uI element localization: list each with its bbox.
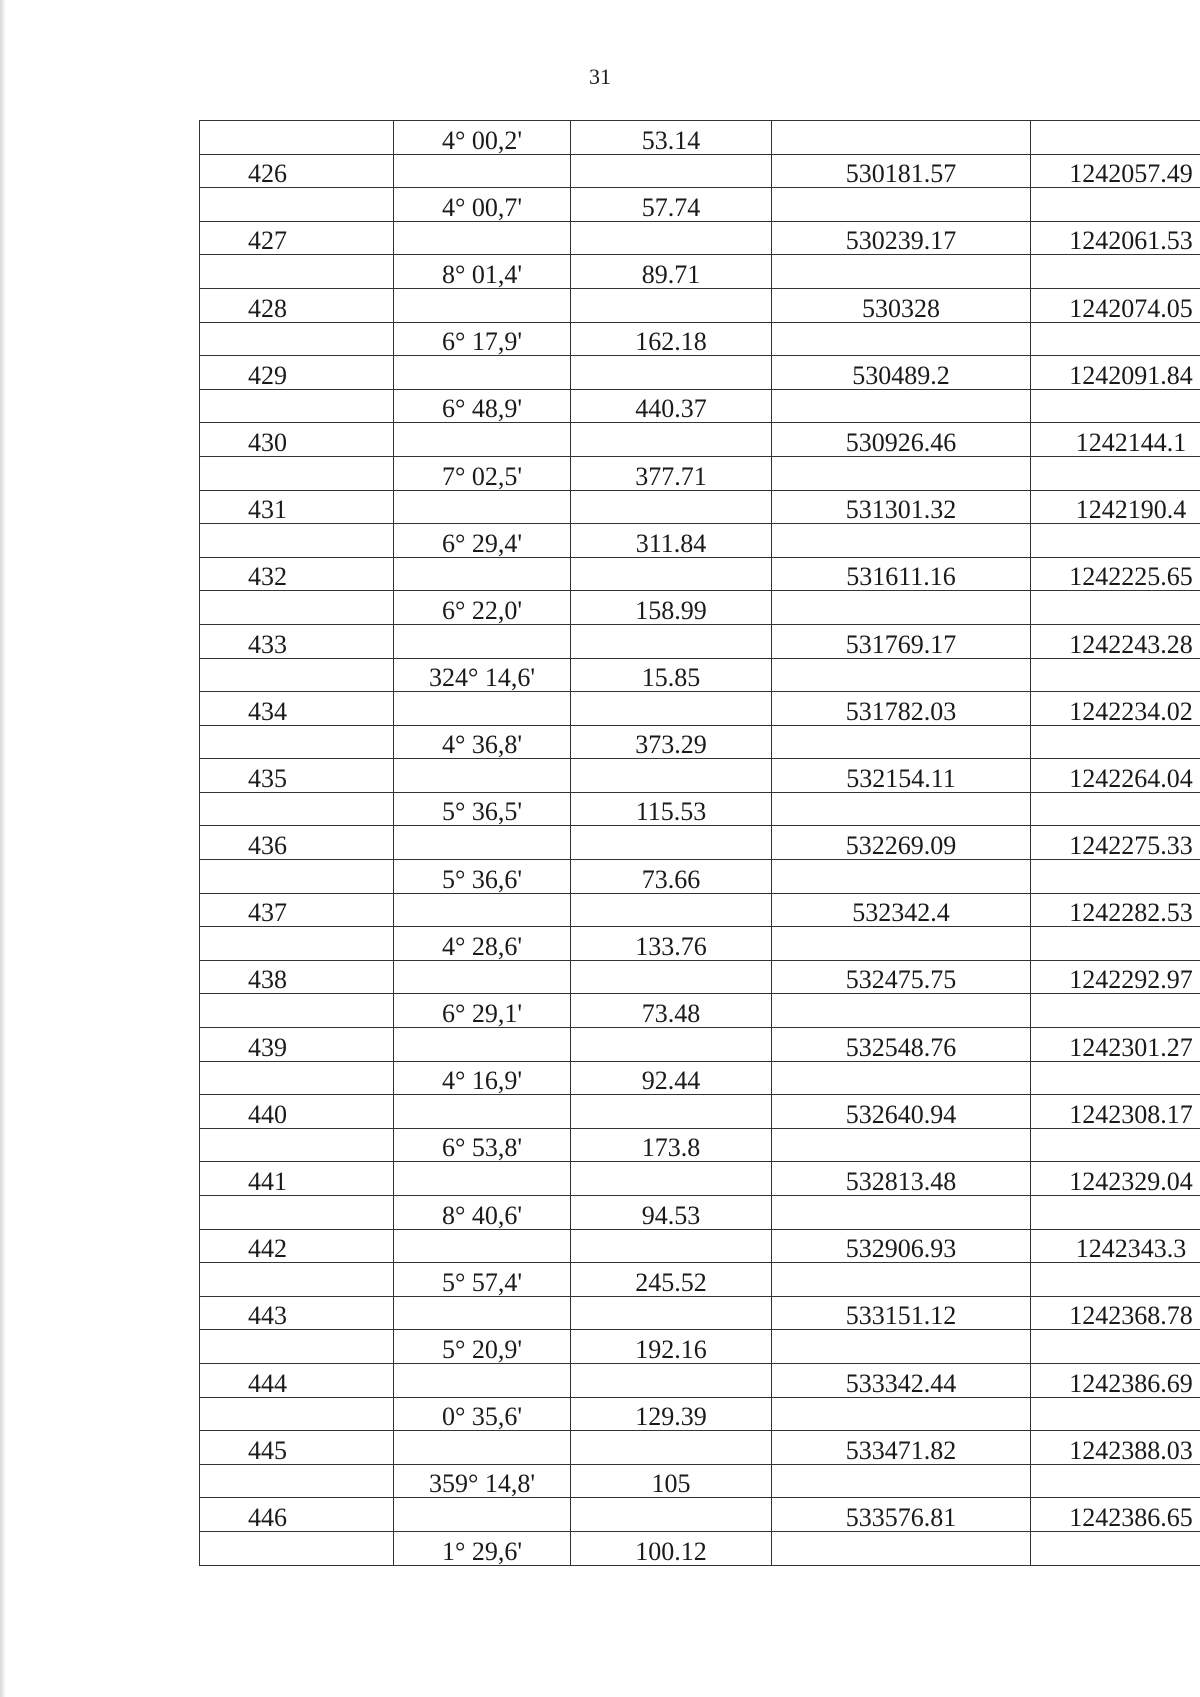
cell-coordinate-y bbox=[1031, 1330, 1200, 1364]
cell-direction-angle bbox=[394, 1095, 571, 1129]
cell-point-number bbox=[200, 255, 394, 289]
cell-coordinate-x: 532269.09 bbox=[772, 826, 1031, 860]
cell-direction-angle bbox=[394, 557, 571, 591]
cell-direction-angle: 7° 02,5' bbox=[394, 456, 571, 490]
cell-direction-angle: 324° 14,6' bbox=[394, 658, 571, 692]
cell-coordinate-x bbox=[772, 524, 1031, 558]
table-row bbox=[200, 658, 1200, 692]
table-row bbox=[200, 1464, 1200, 1498]
cell-coordinate-y bbox=[1031, 1531, 1200, 1565]
cell-point-number: 433 bbox=[200, 624, 394, 658]
cell-direction-angle: 8° 40,6' bbox=[394, 1196, 571, 1230]
cell-distance bbox=[571, 692, 772, 726]
cell-distance bbox=[571, 960, 772, 994]
cell-point-number: 443 bbox=[200, 1296, 394, 1330]
cell-distance: 173.8 bbox=[571, 1128, 772, 1162]
cell-distance bbox=[571, 1431, 772, 1465]
cell-coordinate-x: 530181.57 bbox=[772, 154, 1031, 188]
cell-coordinate-y bbox=[1031, 725, 1200, 759]
table-row bbox=[200, 994, 1200, 1028]
table-row bbox=[200, 692, 1200, 726]
table-row bbox=[200, 1363, 1200, 1397]
scan-edge-shadow bbox=[0, 0, 6, 1697]
cell-point-number bbox=[200, 1397, 394, 1431]
cell-point-number bbox=[200, 188, 394, 222]
cell-coordinate-x bbox=[772, 994, 1031, 1028]
cell-distance: 373.29 bbox=[571, 725, 772, 759]
cell-direction-angle: 0° 35,6' bbox=[394, 1397, 571, 1431]
cell-coordinate-x: 531782.03 bbox=[772, 692, 1031, 726]
cell-direction-angle: 359° 14,8' bbox=[394, 1464, 571, 1498]
cell-point-number: 440 bbox=[200, 1095, 394, 1129]
cell-direction-angle bbox=[394, 893, 571, 927]
table-row bbox=[200, 1296, 1200, 1330]
cell-coordinate-x: 533471.82 bbox=[772, 1431, 1031, 1465]
cell-coordinate-y bbox=[1031, 121, 1200, 155]
cell-direction-angle bbox=[394, 692, 571, 726]
cell-coordinate-y: 1242292.97 bbox=[1031, 960, 1200, 994]
cell-coordinate-y bbox=[1031, 1061, 1200, 1095]
table-row bbox=[200, 927, 1200, 961]
cell-point-number bbox=[200, 1330, 394, 1364]
table-row bbox=[200, 456, 1200, 490]
cell-coordinate-x: 532475.75 bbox=[772, 960, 1031, 994]
table-row bbox=[200, 1061, 1200, 1095]
table-row bbox=[200, 860, 1200, 894]
cell-coordinate-y: 1242074.05 bbox=[1031, 288, 1200, 322]
cell-direction-angle: 5° 36,5' bbox=[394, 792, 571, 826]
table-row bbox=[200, 1162, 1200, 1196]
cell-coordinate-y bbox=[1031, 322, 1200, 356]
cell-direction-angle: 5° 57,4' bbox=[394, 1263, 571, 1297]
cell-coordinate-y: 1242061.53 bbox=[1031, 221, 1200, 255]
table-row bbox=[200, 154, 1200, 188]
cell-coordinate-x: 533151.12 bbox=[772, 1296, 1031, 1330]
cell-distance bbox=[571, 1229, 772, 1263]
table-row bbox=[200, 524, 1200, 558]
cell-point-number: 430 bbox=[200, 423, 394, 457]
table-row bbox=[200, 591, 1200, 625]
cell-distance bbox=[571, 288, 772, 322]
cell-coordinate-y bbox=[1031, 524, 1200, 558]
table-row bbox=[200, 792, 1200, 826]
cell-point-number: 442 bbox=[200, 1229, 394, 1263]
cell-distance: 133.76 bbox=[571, 927, 772, 961]
cell-coordinate-x: 532154.11 bbox=[772, 759, 1031, 793]
cell-direction-angle: 1° 29,6' bbox=[394, 1531, 571, 1565]
cell-coordinate-y bbox=[1031, 1128, 1200, 1162]
table-row bbox=[200, 356, 1200, 390]
cell-point-number bbox=[200, 792, 394, 826]
cell-distance: 162.18 bbox=[571, 322, 772, 356]
table-row bbox=[200, 893, 1200, 927]
table-row bbox=[200, 624, 1200, 658]
cell-distance: 311.84 bbox=[571, 524, 772, 558]
cell-direction-angle: 8° 01,4' bbox=[394, 255, 571, 289]
cell-distance bbox=[571, 1296, 772, 1330]
cell-coordinate-x bbox=[772, 1196, 1031, 1230]
table-row bbox=[200, 1128, 1200, 1162]
cell-direction-angle: 6° 22,0' bbox=[394, 591, 571, 625]
cell-coordinate-x bbox=[772, 188, 1031, 222]
cell-coordinate-y bbox=[1031, 792, 1200, 826]
cell-point-number: 445 bbox=[200, 1431, 394, 1465]
table-row bbox=[200, 1028, 1200, 1062]
table-row bbox=[200, 557, 1200, 591]
cell-direction-angle: 6° 53,8' bbox=[394, 1128, 571, 1162]
cell-coordinate-x bbox=[772, 860, 1031, 894]
cell-distance: 440.37 bbox=[571, 389, 772, 423]
cell-direction-angle bbox=[394, 826, 571, 860]
cell-coordinate-y: 1242282.53 bbox=[1031, 893, 1200, 927]
table-row bbox=[200, 255, 1200, 289]
cell-point-number bbox=[200, 658, 394, 692]
cell-point-number: 438 bbox=[200, 960, 394, 994]
cell-distance: 73.66 bbox=[571, 860, 772, 894]
cell-coordinate-x: 533576.81 bbox=[772, 1498, 1031, 1532]
cell-direction-angle bbox=[394, 288, 571, 322]
cell-coordinate-y: 1242301.27 bbox=[1031, 1028, 1200, 1062]
cell-point-number bbox=[200, 1263, 394, 1297]
cell-point-number: 435 bbox=[200, 759, 394, 793]
cell-direction-angle bbox=[394, 356, 571, 390]
cell-coordinate-y bbox=[1031, 1263, 1200, 1297]
cell-point-number bbox=[200, 591, 394, 625]
cell-coordinate-x: 532342.4 bbox=[772, 893, 1031, 927]
cell-distance bbox=[571, 624, 772, 658]
cell-coordinate-x bbox=[772, 322, 1031, 356]
cell-point-number: 432 bbox=[200, 557, 394, 591]
cell-distance bbox=[571, 490, 772, 524]
cell-direction-angle: 6° 29,1' bbox=[394, 994, 571, 1028]
cell-coordinate-x: 533342.44 bbox=[772, 1363, 1031, 1397]
cell-direction-angle bbox=[394, 490, 571, 524]
cell-direction-angle: 4° 28,6' bbox=[394, 927, 571, 961]
cell-coordinate-x bbox=[772, 255, 1031, 289]
cell-point-number: 441 bbox=[200, 1162, 394, 1196]
cell-coordinate-y bbox=[1031, 1397, 1200, 1431]
cell-coordinate-y: 1242368.78 bbox=[1031, 1296, 1200, 1330]
cell-distance bbox=[571, 423, 772, 457]
cell-distance bbox=[571, 154, 772, 188]
cell-coordinate-y bbox=[1031, 255, 1200, 289]
cell-direction-angle bbox=[394, 1028, 571, 1062]
cell-coordinate-y: 1242190.4 bbox=[1031, 490, 1200, 524]
cell-coordinate-y: 1242144.1 bbox=[1031, 423, 1200, 457]
cell-coordinate-x bbox=[772, 1128, 1031, 1162]
cell-coordinate-y: 1242057.49 bbox=[1031, 154, 1200, 188]
cell-coordinate-y: 1242329.04 bbox=[1031, 1162, 1200, 1196]
cell-direction-angle: 4° 00,7' bbox=[394, 188, 571, 222]
cell-direction-angle bbox=[394, 1431, 571, 1465]
cell-point-number bbox=[200, 322, 394, 356]
table-row bbox=[200, 826, 1200, 860]
cell-point-number: 426 bbox=[200, 154, 394, 188]
table-row bbox=[200, 423, 1200, 457]
cell-distance: 57.74 bbox=[571, 188, 772, 222]
cell-coordinate-y: 1242225.65 bbox=[1031, 557, 1200, 591]
cell-distance bbox=[571, 1162, 772, 1196]
cell-coordinate-x: 531769.17 bbox=[772, 624, 1031, 658]
table-row bbox=[200, 221, 1200, 255]
cell-coordinate-y bbox=[1031, 860, 1200, 894]
cell-distance: 89.71 bbox=[571, 255, 772, 289]
cell-distance bbox=[571, 759, 772, 793]
cell-distance: 15.85 bbox=[571, 658, 772, 692]
cell-coordinate-x bbox=[772, 1330, 1031, 1364]
cell-coordinate-x: 531611.16 bbox=[772, 557, 1031, 591]
cell-point-number bbox=[200, 524, 394, 558]
cell-coordinate-x: 532906.93 bbox=[772, 1229, 1031, 1263]
cell-coordinate-y: 1242264.04 bbox=[1031, 759, 1200, 793]
cell-coordinate-x bbox=[772, 792, 1031, 826]
cell-direction-angle bbox=[394, 960, 571, 994]
coordinates-table bbox=[199, 120, 1200, 1566]
cell-coordinate-y: 1242388.03 bbox=[1031, 1431, 1200, 1465]
cell-distance: 53.14 bbox=[571, 121, 772, 155]
cell-coordinate-y bbox=[1031, 591, 1200, 625]
cell-direction-angle bbox=[394, 423, 571, 457]
table-row bbox=[200, 288, 1200, 322]
cell-point-number: 427 bbox=[200, 221, 394, 255]
table-row bbox=[200, 1330, 1200, 1364]
cell-direction-angle: 6° 48,9' bbox=[394, 389, 571, 423]
cell-coordinate-x: 530489.2 bbox=[772, 356, 1031, 390]
cell-point-number bbox=[200, 389, 394, 423]
cell-distance: 129.39 bbox=[571, 1397, 772, 1431]
cell-direction-angle: 6° 29,4' bbox=[394, 524, 571, 558]
cell-coordinate-x bbox=[772, 1464, 1031, 1498]
cell-coordinate-x bbox=[772, 1263, 1031, 1297]
cell-direction-angle: 4° 16,9' bbox=[394, 1061, 571, 1095]
cell-direction-angle bbox=[394, 624, 571, 658]
cell-distance: 94.53 bbox=[571, 1196, 772, 1230]
cell-coordinate-y: 1242343.3 bbox=[1031, 1229, 1200, 1263]
cell-coordinate-y bbox=[1031, 994, 1200, 1028]
cell-direction-angle bbox=[394, 1498, 571, 1532]
cell-distance: 192.16 bbox=[571, 1330, 772, 1364]
cell-direction-angle bbox=[394, 1229, 571, 1263]
table-row bbox=[200, 1229, 1200, 1263]
cell-distance bbox=[571, 221, 772, 255]
cell-distance: 158.99 bbox=[571, 591, 772, 625]
cell-point-number bbox=[200, 1128, 394, 1162]
cell-direction-angle: 5° 36,6' bbox=[394, 860, 571, 894]
cell-point-number bbox=[200, 121, 394, 155]
table-row bbox=[200, 1263, 1200, 1297]
cell-distance bbox=[571, 893, 772, 927]
cell-coordinate-x: 530328 bbox=[772, 288, 1031, 322]
table-row bbox=[200, 725, 1200, 759]
table-row bbox=[200, 1196, 1200, 1230]
cell-coordinate-y bbox=[1031, 456, 1200, 490]
cell-coordinate-x bbox=[772, 725, 1031, 759]
cell-distance bbox=[571, 1028, 772, 1062]
cell-point-number bbox=[200, 1531, 394, 1565]
cell-coordinate-x bbox=[772, 389, 1031, 423]
coordinates-table-body bbox=[200, 121, 1200, 1566]
cell-coordinate-y bbox=[1031, 658, 1200, 692]
cell-point-number: 428 bbox=[200, 288, 394, 322]
cell-point-number bbox=[200, 860, 394, 894]
cell-coordinate-y: 1242234.02 bbox=[1031, 692, 1200, 726]
cell-point-number bbox=[200, 1061, 394, 1095]
table-row bbox=[200, 960, 1200, 994]
table-row bbox=[200, 759, 1200, 793]
cell-distance bbox=[571, 1095, 772, 1129]
cell-coordinate-x: 532813.48 bbox=[772, 1162, 1031, 1196]
cell-coordinate-y: 1242386.69 bbox=[1031, 1363, 1200, 1397]
cell-point-number: 446 bbox=[200, 1498, 394, 1532]
cell-distance bbox=[571, 826, 772, 860]
cell-point-number bbox=[200, 725, 394, 759]
table-row bbox=[200, 188, 1200, 222]
cell-point-number: 429 bbox=[200, 356, 394, 390]
cell-distance bbox=[571, 1498, 772, 1532]
cell-direction-angle bbox=[394, 221, 571, 255]
cell-coordinate-x bbox=[772, 121, 1031, 155]
cell-distance bbox=[571, 1363, 772, 1397]
cell-coordinate-y: 1242386.65 bbox=[1031, 1498, 1200, 1532]
cell-coordinate-x bbox=[772, 658, 1031, 692]
cell-direction-angle bbox=[394, 759, 571, 793]
cell-coordinate-y bbox=[1031, 927, 1200, 961]
table-row bbox=[200, 490, 1200, 524]
cell-direction-angle: 4° 00,2' bbox=[394, 121, 571, 155]
cell-point-number: 444 bbox=[200, 1363, 394, 1397]
cell-coordinate-y bbox=[1031, 1464, 1200, 1498]
page-number: 31 bbox=[589, 64, 611, 89]
cell-direction-angle: 4° 36,8' bbox=[394, 725, 571, 759]
table-row bbox=[200, 389, 1200, 423]
cell-coordinate-y: 1242308.17 bbox=[1031, 1095, 1200, 1129]
cell-distance: 245.52 bbox=[571, 1263, 772, 1297]
cell-point-number: 431 bbox=[200, 490, 394, 524]
cell-distance bbox=[571, 356, 772, 390]
cell-coordinate-x: 530926.46 bbox=[772, 423, 1031, 457]
cell-coordinate-x: 531301.32 bbox=[772, 490, 1031, 524]
cell-direction-angle bbox=[394, 154, 571, 188]
cell-coordinate-y bbox=[1031, 389, 1200, 423]
cell-direction-angle bbox=[394, 1363, 571, 1397]
cell-coordinate-y: 1242243.28 bbox=[1031, 624, 1200, 658]
cell-distance: 100.12 bbox=[571, 1531, 772, 1565]
cell-direction-angle: 5° 20,9' bbox=[394, 1330, 571, 1364]
cell-coordinate-y bbox=[1031, 1196, 1200, 1230]
cell-direction-angle bbox=[394, 1296, 571, 1330]
cell-distance bbox=[571, 557, 772, 591]
cell-point-number: 439 bbox=[200, 1028, 394, 1062]
cell-point-number bbox=[200, 1464, 394, 1498]
table-row bbox=[200, 1431, 1200, 1465]
cell-coordinate-x bbox=[772, 1061, 1031, 1095]
table-row bbox=[200, 1498, 1200, 1532]
cell-distance: 105 bbox=[571, 1464, 772, 1498]
cell-distance: 92.44 bbox=[571, 1061, 772, 1095]
cell-direction-angle: 6° 17,9' bbox=[394, 322, 571, 356]
cell-point-number: 437 bbox=[200, 893, 394, 927]
cell-point-number bbox=[200, 927, 394, 961]
cell-coordinate-y: 1242275.33 bbox=[1031, 826, 1200, 860]
cell-coordinate-x bbox=[772, 1531, 1031, 1565]
cell-direction-angle bbox=[394, 1162, 571, 1196]
table-row bbox=[200, 121, 1200, 155]
table-row bbox=[200, 1397, 1200, 1431]
cell-coordinate-x bbox=[772, 927, 1031, 961]
cell-distance: 115.53 bbox=[571, 792, 772, 826]
table-row bbox=[200, 1095, 1200, 1129]
cell-coordinate-x bbox=[772, 591, 1031, 625]
cell-point-number: 436 bbox=[200, 826, 394, 860]
cell-point-number: 434 bbox=[200, 692, 394, 726]
cell-coordinate-x: 532640.94 bbox=[772, 1095, 1031, 1129]
cell-coordinate-x: 532548.76 bbox=[772, 1028, 1031, 1062]
table-row bbox=[200, 322, 1200, 356]
cell-distance: 73.48 bbox=[571, 994, 772, 1028]
table-row bbox=[200, 1531, 1200, 1565]
cell-coordinate-y: 1242091.84 bbox=[1031, 356, 1200, 390]
cell-point-number bbox=[200, 456, 394, 490]
cell-distance: 377.71 bbox=[571, 456, 772, 490]
cell-point-number bbox=[200, 994, 394, 1028]
cell-coordinate-x bbox=[772, 1397, 1031, 1431]
cell-point-number bbox=[200, 1196, 394, 1230]
cell-coordinate-y bbox=[1031, 188, 1200, 222]
cell-coordinate-x: 530239.17 bbox=[772, 221, 1031, 255]
cell-coordinate-x bbox=[772, 456, 1031, 490]
